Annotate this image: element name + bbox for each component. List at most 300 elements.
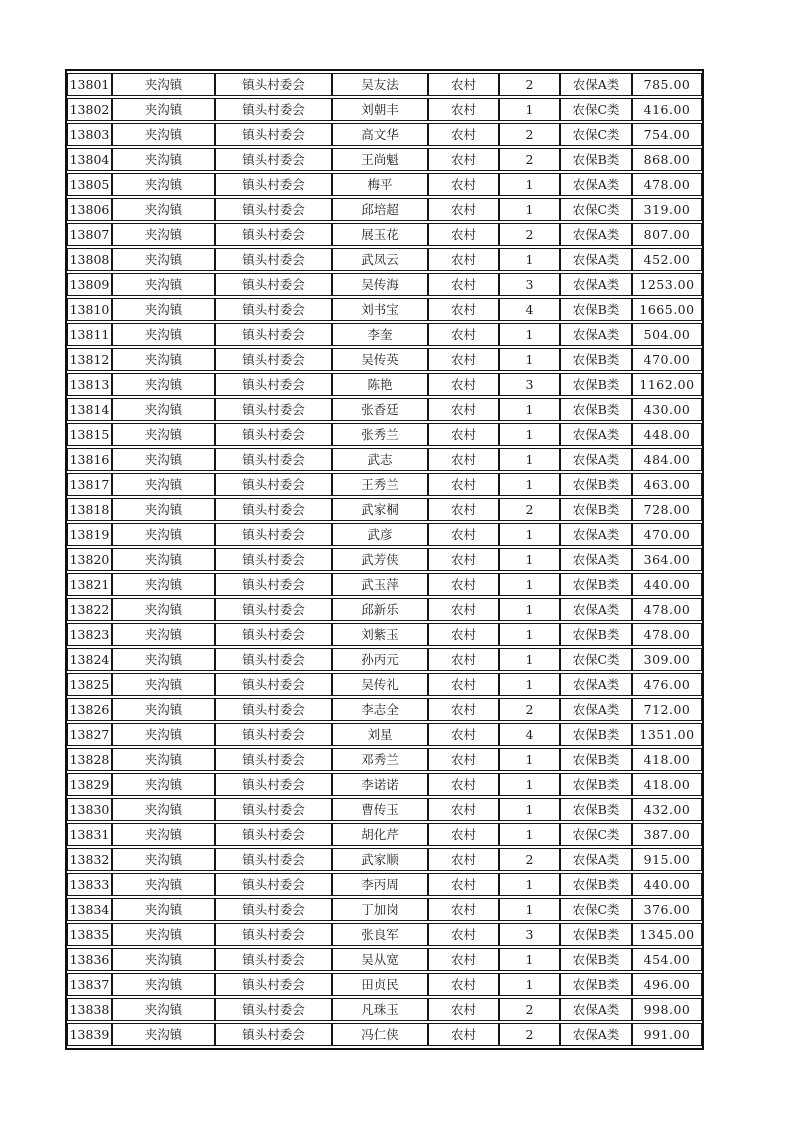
cell-person-name: 吴传英	[332, 348, 428, 371]
cell-insurance-category: 农保A类	[560, 698, 632, 721]
cell-residence-type: 农村	[428, 98, 499, 121]
cell-insurance-category: 农保A类	[560, 1023, 632, 1046]
cell-residence-type: 农村	[428, 523, 499, 546]
cell-person-name: 陈艳	[332, 373, 428, 396]
cell-person-name: 王尚魁	[332, 148, 428, 171]
pension-payment-table	[65, 69, 704, 1050]
cell-village-committee: 镇头村委会	[215, 298, 332, 321]
cell-amount: 364.00	[632, 548, 702, 571]
cell-person-count: 1	[499, 773, 560, 796]
cell-serial-number: 13838	[67, 998, 112, 1021]
cell-amount: 376.00	[632, 898, 702, 921]
cell-serial-number: 13809	[67, 273, 112, 296]
cell-village-committee: 镇头村委会	[215, 373, 332, 396]
cell-town: 夹沟镇	[112, 198, 215, 221]
cell-insurance-category: 农保A类	[560, 423, 632, 446]
table-row	[67, 448, 702, 471]
table-row	[67, 348, 702, 371]
cell-insurance-category: 农保A类	[560, 73, 632, 96]
cell-amount: 868.00	[632, 148, 702, 171]
cell-town: 夹沟镇	[112, 748, 215, 771]
cell-amount: 454.00	[632, 948, 702, 971]
cell-amount: 478.00	[632, 598, 702, 621]
table-row	[67, 1023, 702, 1046]
cell-village-committee: 镇头村委会	[215, 248, 332, 271]
cell-insurance-category: 农保C类	[560, 98, 632, 121]
cell-insurance-category: 农保B类	[560, 723, 632, 746]
cell-village-committee: 镇头村委会	[215, 798, 332, 821]
cell-village-committee: 镇头村委会	[215, 98, 332, 121]
cell-person-count: 1	[499, 948, 560, 971]
cell-person-count: 4	[499, 723, 560, 746]
cell-town: 夹沟镇	[112, 773, 215, 796]
cell-residence-type: 农村	[428, 548, 499, 571]
table-row	[67, 723, 702, 746]
cell-village-committee: 镇头村委会	[215, 323, 332, 346]
cell-town: 夹沟镇	[112, 823, 215, 846]
cell-town: 夹沟镇	[112, 573, 215, 596]
cell-insurance-category: 农保B类	[560, 498, 632, 521]
cell-town: 夹沟镇	[112, 323, 215, 346]
cell-town: 夹沟镇	[112, 448, 215, 471]
cell-person-count: 1	[499, 623, 560, 646]
cell-town: 夹沟镇	[112, 548, 215, 571]
cell-town: 夹沟镇	[112, 698, 215, 721]
cell-residence-type: 农村	[428, 398, 499, 421]
cell-residence-type: 农村	[428, 223, 499, 246]
cell-insurance-category: 农保B类	[560, 973, 632, 996]
cell-insurance-category: 农保B类	[560, 923, 632, 946]
cell-person-count: 1	[499, 398, 560, 421]
cell-person-count: 2	[499, 123, 560, 146]
table-row	[67, 323, 702, 346]
cell-town: 夹沟镇	[112, 423, 215, 446]
cell-person-count: 1	[499, 873, 560, 896]
cell-residence-type: 农村	[428, 623, 499, 646]
cell-town: 夹沟镇	[112, 273, 215, 296]
cell-town: 夹沟镇	[112, 373, 215, 396]
cell-serial-number: 13812	[67, 348, 112, 371]
cell-person-name: 李诺诺	[332, 773, 428, 796]
cell-amount: 430.00	[632, 398, 702, 421]
cell-person-name: 凡珠玉	[332, 998, 428, 1021]
cell-person-count: 2	[499, 498, 560, 521]
cell-serial-number: 13815	[67, 423, 112, 446]
cell-residence-type: 农村	[428, 648, 499, 671]
cell-town: 夹沟镇	[112, 898, 215, 921]
cell-residence-type: 农村	[428, 298, 499, 321]
cell-person-name: 武志	[332, 448, 428, 471]
cell-amount: 452.00	[632, 248, 702, 271]
cell-village-committee: 镇头村委会	[215, 473, 332, 496]
cell-residence-type: 农村	[428, 923, 499, 946]
cell-town: 夹沟镇	[112, 598, 215, 621]
cell-amount: 1253.00	[632, 273, 702, 296]
cell-person-name: 吴从宽	[332, 948, 428, 971]
cell-town: 夹沟镇	[112, 173, 215, 196]
cell-serial-number: 13823	[67, 623, 112, 646]
cell-person-name: 武家顺	[332, 848, 428, 871]
table-row	[67, 823, 702, 846]
cell-village-committee: 镇头村委会	[215, 698, 332, 721]
cell-village-committee: 镇头村委会	[215, 173, 332, 196]
cell-amount: 915.00	[632, 848, 702, 871]
cell-amount: 807.00	[632, 223, 702, 246]
cell-person-count: 1	[499, 573, 560, 596]
cell-town: 夹沟镇	[112, 648, 215, 671]
cell-town: 夹沟镇	[112, 148, 215, 171]
cell-person-name: 丁加岗	[332, 898, 428, 921]
table-row	[67, 548, 702, 571]
cell-serial-number: 13832	[67, 848, 112, 871]
cell-village-committee: 镇头村委会	[215, 498, 332, 521]
cell-serial-number: 13818	[67, 498, 112, 521]
cell-serial-number: 13806	[67, 198, 112, 221]
table-row	[67, 973, 702, 996]
cell-village-committee: 镇头村委会	[215, 598, 332, 621]
cell-person-name: 张良军	[332, 923, 428, 946]
cell-residence-type: 农村	[428, 448, 499, 471]
cell-town: 夹沟镇	[112, 298, 215, 321]
cell-serial-number: 13824	[67, 648, 112, 671]
cell-amount: 754.00	[632, 123, 702, 146]
cell-person-count: 1	[499, 448, 560, 471]
cell-residence-type: 农村	[428, 473, 499, 496]
table-row	[67, 248, 702, 271]
cell-amount: 448.00	[632, 423, 702, 446]
cell-person-count: 1	[499, 798, 560, 821]
table-row	[67, 523, 702, 546]
cell-town: 夹沟镇	[112, 473, 215, 496]
table-row	[67, 123, 702, 146]
cell-amount: 1345.00	[632, 923, 702, 946]
cell-person-name: 吴传海	[332, 273, 428, 296]
table-row	[67, 73, 702, 96]
cell-insurance-category: 农保B类	[560, 873, 632, 896]
cell-village-committee: 镇头村委会	[215, 848, 332, 871]
cell-insurance-category: 农保B类	[560, 398, 632, 421]
cell-town: 夹沟镇	[112, 98, 215, 121]
table-row	[67, 473, 702, 496]
cell-residence-type: 农村	[428, 323, 499, 346]
cell-person-count: 3	[499, 923, 560, 946]
cell-amount: 991.00	[632, 1023, 702, 1046]
cell-person-count: 1	[499, 473, 560, 496]
cell-village-committee: 镇头村委会	[215, 448, 332, 471]
cell-residence-type: 农村	[428, 348, 499, 371]
cell-village-committee: 镇头村委会	[215, 748, 332, 771]
cell-person-name: 邱培超	[332, 198, 428, 221]
cell-person-name: 李丙周	[332, 873, 428, 896]
cell-residence-type: 农村	[428, 273, 499, 296]
cell-person-count: 1	[499, 673, 560, 696]
cell-serial-number: 13825	[67, 673, 112, 696]
cell-person-count: 1	[499, 423, 560, 446]
cell-insurance-category: 农保C类	[560, 198, 632, 221]
cell-insurance-category: 农保B类	[560, 623, 632, 646]
cell-serial-number: 13829	[67, 773, 112, 796]
table-row	[67, 648, 702, 671]
cell-person-name: 刘星	[332, 723, 428, 746]
cell-serial-number: 13821	[67, 573, 112, 596]
cell-serial-number: 13816	[67, 448, 112, 471]
cell-person-name: 李志全	[332, 698, 428, 721]
cell-person-count: 1	[499, 98, 560, 121]
table-row	[67, 173, 702, 196]
cell-person-name: 刘朝丰	[332, 98, 428, 121]
cell-person-count: 2	[499, 848, 560, 871]
cell-person-count: 4	[499, 298, 560, 321]
cell-town: 夹沟镇	[112, 873, 215, 896]
cell-town: 夹沟镇	[112, 223, 215, 246]
table-row	[67, 223, 702, 246]
cell-residence-type: 农村	[428, 498, 499, 521]
cell-amount: 418.00	[632, 773, 702, 796]
cell-serial-number: 13814	[67, 398, 112, 421]
cell-insurance-category: 农保B类	[560, 948, 632, 971]
cell-person-name: 胡化芹	[332, 823, 428, 846]
cell-person-name: 吴传礼	[332, 673, 428, 696]
cell-serial-number: 13802	[67, 98, 112, 121]
cell-amount: 387.00	[632, 823, 702, 846]
cell-person-count: 1	[499, 198, 560, 221]
cell-person-count: 1	[499, 173, 560, 196]
cell-serial-number: 13805	[67, 173, 112, 196]
cell-residence-type: 农村	[428, 848, 499, 871]
cell-town: 夹沟镇	[112, 923, 215, 946]
cell-person-name: 高文华	[332, 123, 428, 146]
cell-village-committee: 镇头村委会	[215, 623, 332, 646]
cell-residence-type: 农村	[428, 173, 499, 196]
cell-serial-number: 13827	[67, 723, 112, 746]
cell-insurance-category: 农保A类	[560, 173, 632, 196]
cell-person-name: 武芳侠	[332, 548, 428, 571]
cell-serial-number: 13808	[67, 248, 112, 271]
cell-town: 夹沟镇	[112, 973, 215, 996]
table-row	[67, 748, 702, 771]
cell-amount: 478.00	[632, 623, 702, 646]
cell-person-count: 1	[499, 248, 560, 271]
cell-person-count: 2	[499, 698, 560, 721]
cell-person-count: 2	[499, 73, 560, 96]
cell-person-name: 邱新乐	[332, 598, 428, 621]
cell-insurance-category: 农保B类	[560, 748, 632, 771]
cell-serial-number: 13817	[67, 473, 112, 496]
cell-insurance-category: 农保A类	[560, 273, 632, 296]
cell-insurance-category: 农保A类	[560, 223, 632, 246]
cell-insurance-category: 农保C类	[560, 898, 632, 921]
cell-serial-number: 13807	[67, 223, 112, 246]
cell-village-committee: 镇头村委会	[215, 523, 332, 546]
cell-insurance-category: 农保B类	[560, 373, 632, 396]
cell-serial-number: 13811	[67, 323, 112, 346]
cell-town: 夹沟镇	[112, 848, 215, 871]
cell-serial-number: 13819	[67, 523, 112, 546]
cell-amount: 478.00	[632, 173, 702, 196]
cell-town: 夹沟镇	[112, 248, 215, 271]
cell-person-count: 1	[499, 348, 560, 371]
cell-amount: 728.00	[632, 498, 702, 521]
cell-amount: 418.00	[632, 748, 702, 771]
table-row	[67, 898, 702, 921]
cell-town: 夹沟镇	[112, 723, 215, 746]
cell-residence-type: 农村	[428, 723, 499, 746]
cell-insurance-category: 农保A类	[560, 848, 632, 871]
cell-serial-number: 13836	[67, 948, 112, 971]
cell-person-count: 1	[499, 823, 560, 846]
cell-residence-type: 农村	[428, 798, 499, 821]
cell-serial-number: 13831	[67, 823, 112, 846]
cell-village-committee: 镇头村委会	[215, 898, 332, 921]
cell-person-count: 1	[499, 748, 560, 771]
cell-amount: 440.00	[632, 573, 702, 596]
cell-residence-type: 农村	[428, 123, 499, 146]
table-row	[67, 198, 702, 221]
cell-amount: 1351.00	[632, 723, 702, 746]
cell-residence-type: 农村	[428, 248, 499, 271]
cell-insurance-category: 农保B类	[560, 773, 632, 796]
table-row	[67, 998, 702, 1021]
cell-serial-number: 13810	[67, 298, 112, 321]
cell-serial-number: 13839	[67, 1023, 112, 1046]
cell-serial-number: 13813	[67, 373, 112, 396]
cell-village-committee: 镇头村委会	[215, 673, 332, 696]
table-row	[67, 298, 702, 321]
cell-amount: 476.00	[632, 673, 702, 696]
cell-person-name: 李奎	[332, 323, 428, 346]
cell-town: 夹沟镇	[112, 1023, 215, 1046]
cell-town: 夹沟镇	[112, 998, 215, 1021]
cell-amount: 470.00	[632, 523, 702, 546]
cell-amount: 504.00	[632, 323, 702, 346]
cell-person-count: 2	[499, 148, 560, 171]
cell-town: 夹沟镇	[112, 348, 215, 371]
cell-person-name: 曹传玉	[332, 798, 428, 821]
table-row	[67, 498, 702, 521]
cell-person-count: 1	[499, 598, 560, 621]
cell-village-committee: 镇头村委会	[215, 148, 332, 171]
cell-insurance-category: 农保A类	[560, 323, 632, 346]
cell-person-name: 田贞民	[332, 973, 428, 996]
cell-amount: 440.00	[632, 873, 702, 896]
cell-person-name: 孙丙元	[332, 648, 428, 671]
cell-residence-type: 农村	[428, 773, 499, 796]
table-row	[67, 598, 702, 621]
cell-insurance-category: 农保A类	[560, 248, 632, 271]
table-row	[67, 398, 702, 421]
table-row	[67, 673, 702, 696]
cell-person-name: 刘书宝	[332, 298, 428, 321]
cell-residence-type: 农村	[428, 673, 499, 696]
cell-serial-number: 13835	[67, 923, 112, 946]
cell-village-committee: 镇头村委会	[215, 548, 332, 571]
cell-person-name: 冯仁侠	[332, 1023, 428, 1046]
cell-village-committee: 镇头村委会	[215, 648, 332, 671]
cell-insurance-category: 农保A类	[560, 523, 632, 546]
cell-insurance-category: 农保A类	[560, 673, 632, 696]
cell-village-committee: 镇头村委会	[215, 273, 332, 296]
cell-town: 夹沟镇	[112, 398, 215, 421]
cell-person-name: 展玉花	[332, 223, 428, 246]
cell-serial-number: 13822	[67, 598, 112, 621]
cell-residence-type: 农村	[428, 748, 499, 771]
cell-insurance-category: 农保A类	[560, 448, 632, 471]
cell-village-committee: 镇头村委会	[215, 998, 332, 1021]
cell-person-name: 武家桐	[332, 498, 428, 521]
table-row	[67, 273, 702, 296]
cell-village-committee: 镇头村委会	[215, 398, 332, 421]
cell-village-committee: 镇头村委会	[215, 873, 332, 896]
cell-residence-type: 农村	[428, 898, 499, 921]
cell-amount: 712.00	[632, 698, 702, 721]
cell-person-count: 1	[499, 648, 560, 671]
cell-amount: 463.00	[632, 473, 702, 496]
cell-insurance-category: 农保B类	[560, 148, 632, 171]
cell-town: 夹沟镇	[112, 73, 215, 96]
cell-person-count: 1	[499, 973, 560, 996]
cell-insurance-category: 农保C类	[560, 648, 632, 671]
cell-amount: 432.00	[632, 798, 702, 821]
cell-person-count: 2	[499, 998, 560, 1021]
table-row	[67, 573, 702, 596]
cell-village-committee: 镇头村委会	[215, 973, 332, 996]
cell-amount: 496.00	[632, 973, 702, 996]
cell-village-committee: 镇头村委会	[215, 723, 332, 746]
table-row	[67, 948, 702, 971]
cell-serial-number: 13826	[67, 698, 112, 721]
cell-insurance-category: 农保A类	[560, 548, 632, 571]
cell-village-committee: 镇头村委会	[215, 1023, 332, 1046]
cell-insurance-category: 农保B类	[560, 798, 632, 821]
cell-town: 夹沟镇	[112, 498, 215, 521]
cell-amount: 416.00	[632, 98, 702, 121]
cell-amount: 309.00	[632, 648, 702, 671]
cell-residence-type: 农村	[428, 973, 499, 996]
cell-residence-type: 农村	[428, 948, 499, 971]
cell-person-count: 1	[499, 323, 560, 346]
table-row	[67, 873, 702, 896]
table-row	[67, 623, 702, 646]
cell-amount: 470.00	[632, 348, 702, 371]
cell-amount: 1162.00	[632, 373, 702, 396]
cell-serial-number: 13837	[67, 973, 112, 996]
cell-person-count: 2	[499, 223, 560, 246]
cell-person-name: 武凤云	[332, 248, 428, 271]
table-row	[67, 798, 702, 821]
table-row	[67, 98, 702, 121]
cell-insurance-category: 农保B类	[560, 348, 632, 371]
cell-residence-type: 农村	[428, 598, 499, 621]
cell-person-name: 吴友法	[332, 73, 428, 96]
cell-residence-type: 农村	[428, 73, 499, 96]
cell-residence-type: 农村	[428, 823, 499, 846]
cell-serial-number: 13820	[67, 548, 112, 571]
cell-person-name: 武玉萍	[332, 573, 428, 596]
cell-village-committee: 镇头村委会	[215, 923, 332, 946]
cell-serial-number: 13828	[67, 748, 112, 771]
cell-insurance-category: 农保B类	[560, 298, 632, 321]
cell-village-committee: 镇头村委会	[215, 773, 332, 796]
cell-serial-number: 13804	[67, 148, 112, 171]
cell-town: 夹沟镇	[112, 798, 215, 821]
table-row	[67, 698, 702, 721]
cell-amount: 998.00	[632, 998, 702, 1021]
cell-town: 夹沟镇	[112, 948, 215, 971]
cell-person-count: 3	[499, 273, 560, 296]
table-row	[67, 848, 702, 871]
cell-serial-number: 13833	[67, 873, 112, 896]
cell-residence-type: 农村	[428, 998, 499, 1021]
